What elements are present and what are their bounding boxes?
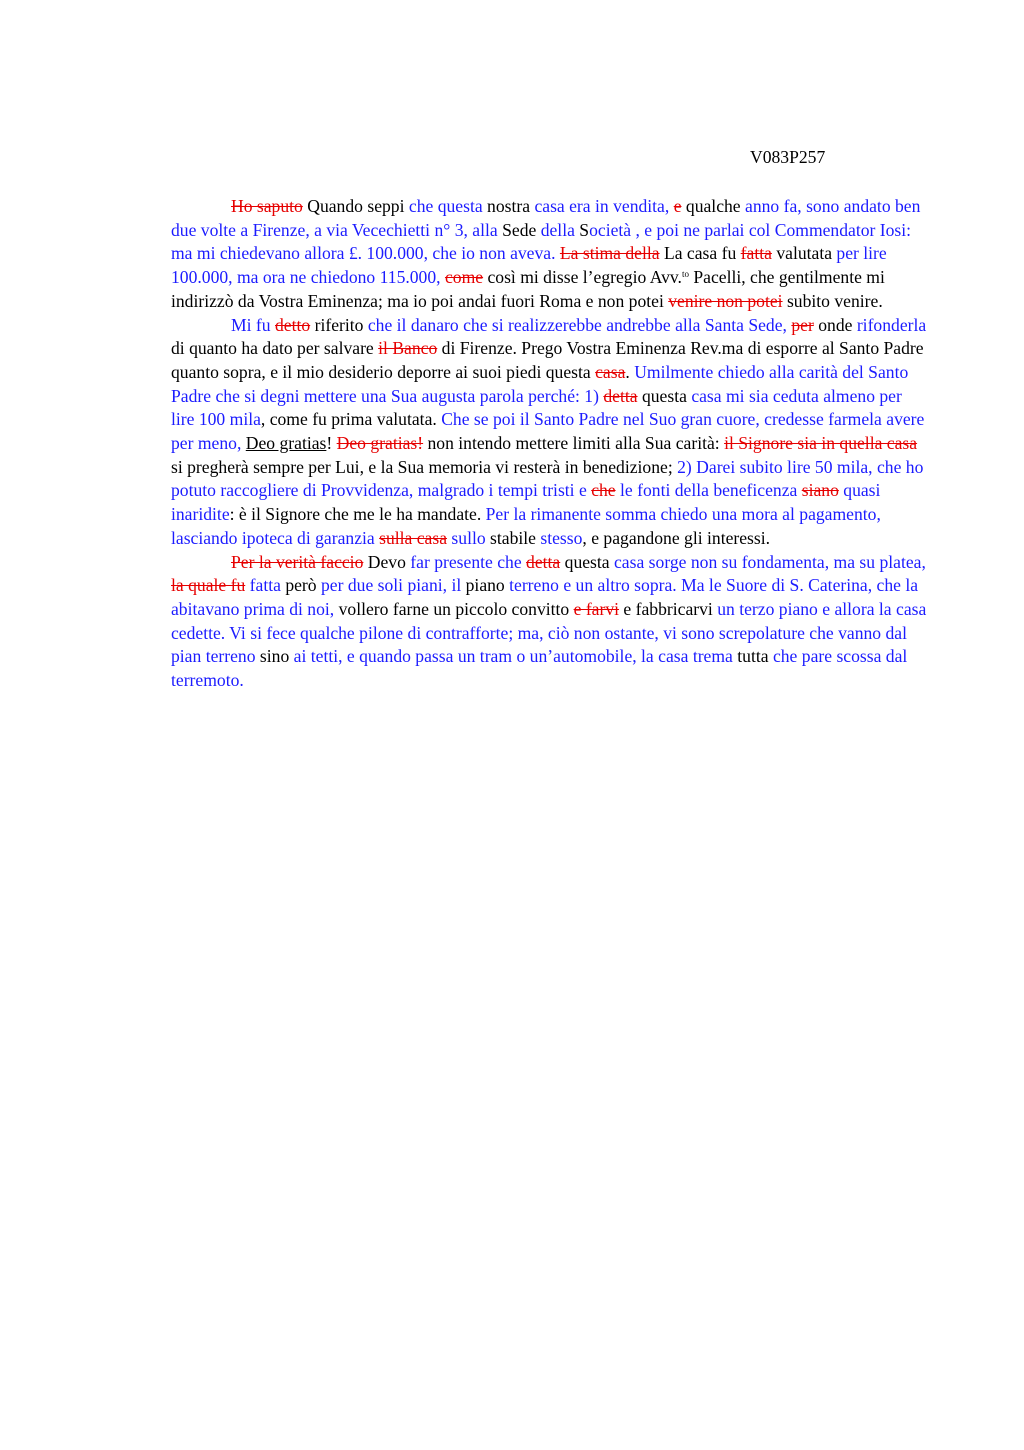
inserted-text: per due soli piani, il (320, 575, 462, 596)
paragraph-3 (171, 551, 927, 693)
deleted-text: la quale fu (171, 575, 246, 596)
text-segment: onde (813, 314, 857, 335)
inserted-text: quasi inaridite (171, 480, 881, 525)
deleted-text: casa (595, 361, 626, 382)
inserted-text: Per la rimanente somma chiedo una mora al pagamento, lasciando ipoteca di garanzia (171, 504, 881, 548)
text-segment: : è il Signore che me le ha mandate. (229, 504, 486, 525)
deleted-text: il Banco (378, 338, 438, 359)
deleted-text: Deo gratias! (336, 433, 424, 454)
deleted-text: e farvi (573, 598, 620, 619)
text-segment: , e pagandone gli interessi. (582, 527, 771, 548)
text-segment: stabile (485, 527, 541, 548)
inserted-text: ai tetti, e quando passa un tram o un’automobile, la casa trema (293, 646, 733, 667)
text-segment: . (625, 361, 635, 382)
deleted-text: venire non potei (668, 290, 783, 311)
paragraph-2 (171, 314, 927, 551)
inserted-text: per lire 100.000, ma ora ne chiedono 115.000, (171, 243, 887, 288)
deleted-text: siano (801, 480, 839, 501)
text-segment: sino (255, 646, 294, 667)
inserted-text: Che se poi il Santo Padre nel Suo gran cuore, credesse farmela avere per meno, (171, 409, 925, 454)
text-segment: nostra (482, 196, 535, 216)
text-segment: Sede (502, 219, 541, 240)
text-segment: qualche (681, 196, 746, 216)
inserted-text: rifonderla (856, 314, 927, 335)
text-segment: Pacelli, che gentilmente mi indirizzò da Vostra Eminenza; ma io poi andai fuori Roma e non potei (171, 267, 885, 311)
text-segment: così mi disse l’egregio Avv. (483, 267, 682, 288)
text-segment: La casa fu (659, 243, 741, 264)
inserted-text: Umilmente chiedo alla carità del Santo Padre che si degni mettere una Sua augusta parola perché: 1) (171, 361, 909, 406)
inserted-text: un terzo piano e allora la casa cedette. Vi si fece qualche pilone di contrafforte; ma, ciò non ostante, vi sono screpolature che vanno dal pian terreno (171, 598, 927, 667)
inserted-text: che il danaro che si realizzerebbe andrebbe alla Santa Sede, (367, 314, 787, 335)
deleted-text: detta (526, 551, 561, 572)
deleted-text: fatta (740, 243, 772, 264)
text-segment: però (280, 575, 321, 596)
inserted-text: sullo (451, 527, 486, 548)
inserted-text: le fonti della beneficenza (620, 480, 798, 501)
inserted-text: terreno e un altro sopra. Ma le Suore di S. Caterina, che la abitavano prima di noi, (171, 575, 919, 619)
text-segment: ! (326, 433, 337, 454)
deleted-text: sulla casa (379, 527, 448, 548)
inserted-text: anno fa, sono andato ben due volte a Firenze, a via Vecechietti n° 3, alla (171, 196, 921, 240)
text-segment: riferito (310, 314, 368, 335)
deleted-text: La stima della (559, 243, 660, 264)
text-segment: e fabbricarvi (619, 598, 718, 619)
inserted-text: 2) Darei subito lire 50 mila, che ho potuto raccogliere di Provvidenza, malgrado i tempi tristi e (171, 456, 924, 501)
text-segment: S (579, 219, 590, 240)
page-code: V083P257 (750, 147, 826, 167)
inserted-text: che pare scossa dal terremoto. (171, 646, 908, 691)
inserted-text: casa mi sia ceduta almeno per lire 100 mila (171, 385, 902, 430)
text-segment: non intendo mettere limiti alla Sua carità: (423, 433, 725, 454)
deleted-text: detta (603, 385, 638, 406)
inserted-text: della (540, 219, 580, 240)
deleted-text: detto (275, 314, 311, 335)
text-segment: Quando seppi (302, 196, 409, 216)
deleted-text: Per la verità faccio (231, 551, 364, 572)
deleted-text: per (791, 314, 814, 335)
inserted-text: ocietà , e poi ne parlai col Commendator Iosi: ma mi chiedevano allora £. 100.000, che io non aveva. (171, 219, 912, 264)
text-segment: di Firenze. Prego Vostra Eminenza Rev.ma di esporre al Santo Padre quanto sopra, e il mio desiderio deporre ai suoi piedi questa (171, 338, 924, 382)
text-segment: questa (560, 551, 614, 572)
text-segment: piano (461, 575, 510, 596)
text-segment: vollero farne un piccolo convitto (334, 598, 574, 619)
deleted-text: come (444, 267, 484, 288)
inserted-text: casa sorge non su fondamenta, ma su platea, (614, 551, 926, 572)
deleted-text: che (591, 480, 616, 501)
inserted-text: che questa (408, 196, 483, 216)
deleted-text: il Signore sia in quella casa (724, 433, 918, 454)
inserted-text: stesso (540, 527, 583, 548)
paragraph-1 (171, 195, 927, 314)
underlined-text: Deo gratias (245, 433, 327, 454)
deleted-text: e (673, 196, 682, 216)
text-segment: Devo (363, 551, 411, 572)
inserted-text: Mi fu (231, 314, 271, 335)
deleted-text: Ho saputo (231, 196, 303, 216)
inserted-text: fatta (249, 575, 281, 596)
letter-body (171, 195, 927, 693)
text-segment: , come fu prima valutata. (260, 409, 442, 430)
text-segment: questa (637, 385, 692, 406)
text-segment: valutata (771, 243, 837, 264)
text-segment: si pregherà sempre per Lui, e la Sua memoria vi resterà in benedizione; (171, 456, 678, 477)
text-segment: tutta (732, 646, 773, 667)
inserted-text: casa era in vendita, (534, 196, 670, 216)
text-segment: di quanto ha dato per salvare (171, 338, 379, 359)
text-segment: subito venire. (782, 290, 883, 311)
inserted-text: far presente che (410, 551, 522, 572)
superscript-text: to (681, 269, 689, 280)
